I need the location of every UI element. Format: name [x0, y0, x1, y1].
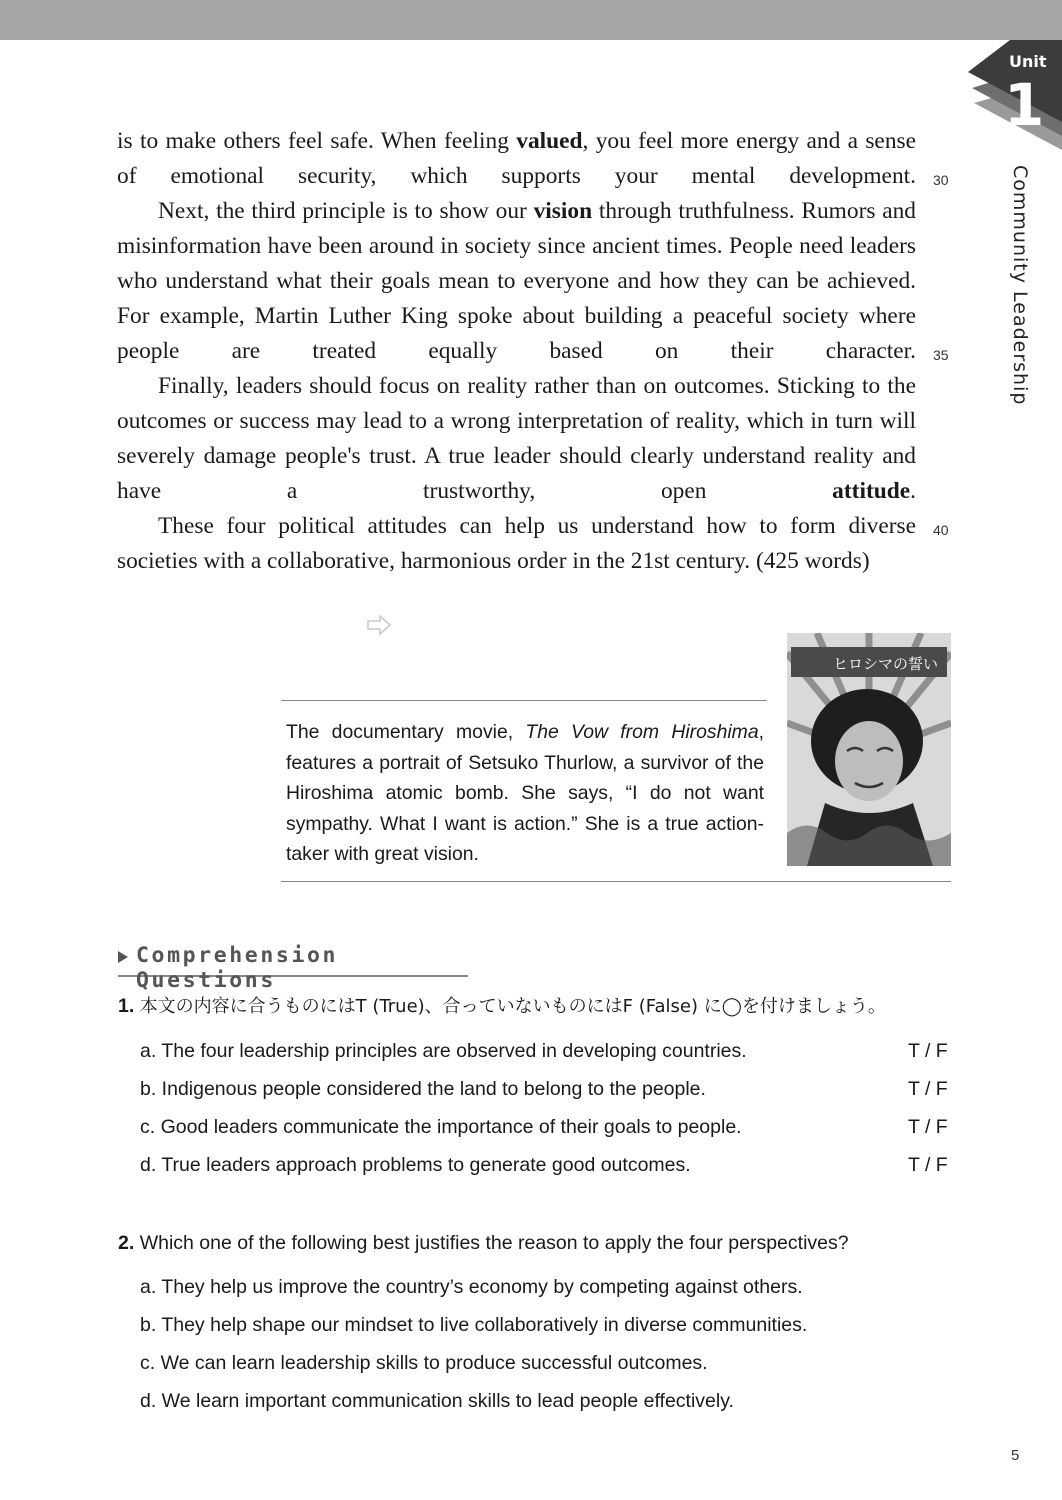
tf-item-b: b. Indigenous people considered the land to belong to the people. — [140, 1078, 706, 1100]
keyword-vision: vision — [533, 198, 593, 224]
tf-choice-d[interactable]: T / F — [908, 1154, 948, 1176]
question-2-text: Which one of the following best justifies the reason to apply the four perspectives? — [139, 1232, 849, 1254]
tf-item-a: a. The four leadership principles are observed in developing countries. — [140, 1040, 747, 1062]
paragraph-4: These four political attitudes can help us understand how to form diverse societies with a collaborative, harmonious order in the 21st century. (425 words) — [117, 513, 916, 574]
section-title: Community Leadership — [1009, 165, 1031, 406]
tf-choice-a[interactable]: T / F — [908, 1040, 948, 1062]
page-number: 5 — [1011, 1447, 1020, 1464]
tf-choice-b[interactable]: T / F — [908, 1078, 948, 1100]
question-1 — [118, 992, 886, 1018]
reading-passage — [117, 124, 916, 579]
paragraph-3: Finally, leaders should focus on reality rather than on outcomes. Sticking to the outcomes or success may lead to a wrong interpretation of reality, which in turn will severely damage people's trust. A true leader should clearly understand reality and have a trustworthy, open attitude. — [117, 373, 916, 504]
paragraph-1: is to make others feel safe. When feeling valued, you feel more energy and a sense of emotional security, which supports your mental development. — [117, 128, 916, 189]
caption-bottom-rule — [281, 881, 951, 882]
poster-title: ヒロシマの誓い — [833, 655, 939, 673]
line-number-40: 40 — [933, 522, 949, 538]
comprehension-heading: Comprehension Questions — [136, 943, 339, 993]
option-b[interactable]: b. They help shape our mindset to live collaboratively in diverse communities. — [140, 1314, 808, 1336]
tf-item-c: c. Good leaders communicate the importance of their goals to people. — [140, 1116, 742, 1138]
keyword-valued: valued — [516, 128, 583, 154]
movie-title: The Vow from Hiroshima — [525, 721, 759, 743]
question-2-number: 2. — [118, 1232, 135, 1254]
question-1-number: 1. — [118, 995, 135, 1017]
keyword-attitude: attitude — [832, 478, 911, 504]
paragraph-2: Next, the third principle is to show our vision through truthfulness. Rumors and misinformation have been around in society since ancient times. People need leaders who understand what their goals mean to everyone and how they can be achieved. For example, Martin Luther King spoke about building a peaceful society where people are treated equally based on their character. — [117, 198, 916, 364]
arrow-marker-icon — [366, 614, 392, 641]
triangle-bullet-icon — [118, 951, 128, 963]
question-2 — [118, 1232, 849, 1255]
unit-label: Unit — [1009, 52, 1047, 71]
photo-caption: The documentary movie, The Vow from Hiroshima, features a portrait of Setsuko Thurlow, a survivor of the Hiroshima atomic bomb. She says, “I do not want sympathy. What I want is action.” She is a true action-taker with great vision. — [286, 721, 764, 865]
option-a[interactable]: a. They help us improve the country’s economy by competing against others. — [140, 1276, 803, 1298]
option-d[interactable]: d. We learn important communication skills to lead people effectively. — [140, 1390, 734, 1412]
line-number-35: 35 — [933, 347, 949, 363]
line-number-30: 30 — [933, 172, 949, 188]
caption-top-rule — [281, 700, 767, 701]
tf-item-d: d. True leaders approach problems to generate good outcomes. — [140, 1154, 691, 1176]
unit-number: 1 — [1004, 71, 1045, 139]
movie-poster — [787, 633, 951, 866]
comprehension-header — [118, 943, 468, 993]
top-bar — [0, 0, 1062, 40]
question-1-text: 本文の内容に合うものにはT (True)、合っていないものにはF (False) に◯を付けましょう。 — [139, 996, 886, 1017]
option-c[interactable]: c. We can learn leadership skills to produce successful outcomes. — [140, 1352, 708, 1374]
tf-choice-c[interactable]: T / F — [908, 1116, 948, 1138]
